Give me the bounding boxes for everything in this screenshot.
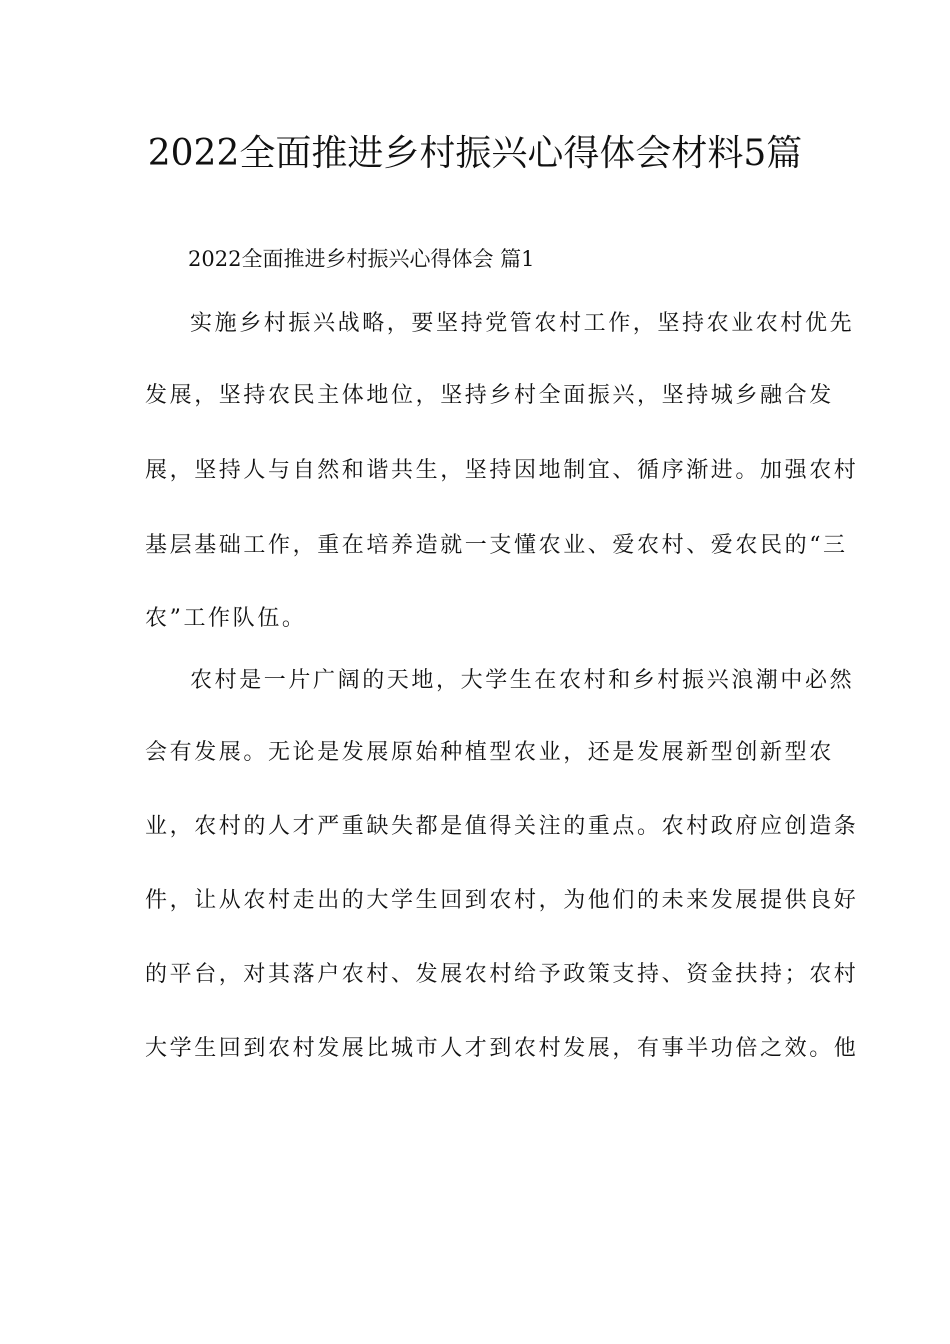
paragraph-line: 基层基础工作，重在培养造就一支懂农业、爱农村、爱农民的“三 bbox=[145, 533, 848, 558]
document-title: 2022全面推进乡村振兴心得体会材料5篇 bbox=[147, 133, 803, 174]
paragraph-line: 实施乡村振兴战略，要坚持党管农村工作，坚持农业农村优先 bbox=[190, 311, 855, 336]
paragraph-line: 件，让从农村走出的大学生回到农村，为他们的未来发展提供良好 bbox=[145, 888, 859, 913]
paragraph-line: 业，农村的人才严重缺失都是值得关注的重点。农村政府应创造条 bbox=[145, 814, 859, 839]
paragraph-line: 会有发展。无论是发展原始种植型农业，还是发展新型创新型农 bbox=[145, 740, 834, 765]
paragraph-line: 发展，坚持农民主体地位，坚持乡村全面振兴，坚持城乡融合发 bbox=[145, 383, 834, 408]
paragraph-line: 农”工作队伍。 bbox=[145, 606, 307, 631]
paragraph-line: 农村是一片广阔的天地，大学生在农村和乡村振兴浪潮中必然 bbox=[190, 668, 855, 693]
paragraph-line: 大学生回到农村发展比城市人才到农村发展，有事半功倍之效。他 bbox=[145, 1036, 859, 1061]
paragraph-line: 的平台，对其落户农村、发展农村给予政策支持、资金扶持；农村 bbox=[145, 962, 859, 987]
paragraph-line: 展，坚持人与自然和谐共生，坚持因地制宜、循序渐进。加强农村 bbox=[145, 458, 859, 483]
section-heading: 2022全面推进乡村振兴心得体会 篇1 bbox=[188, 247, 535, 271]
